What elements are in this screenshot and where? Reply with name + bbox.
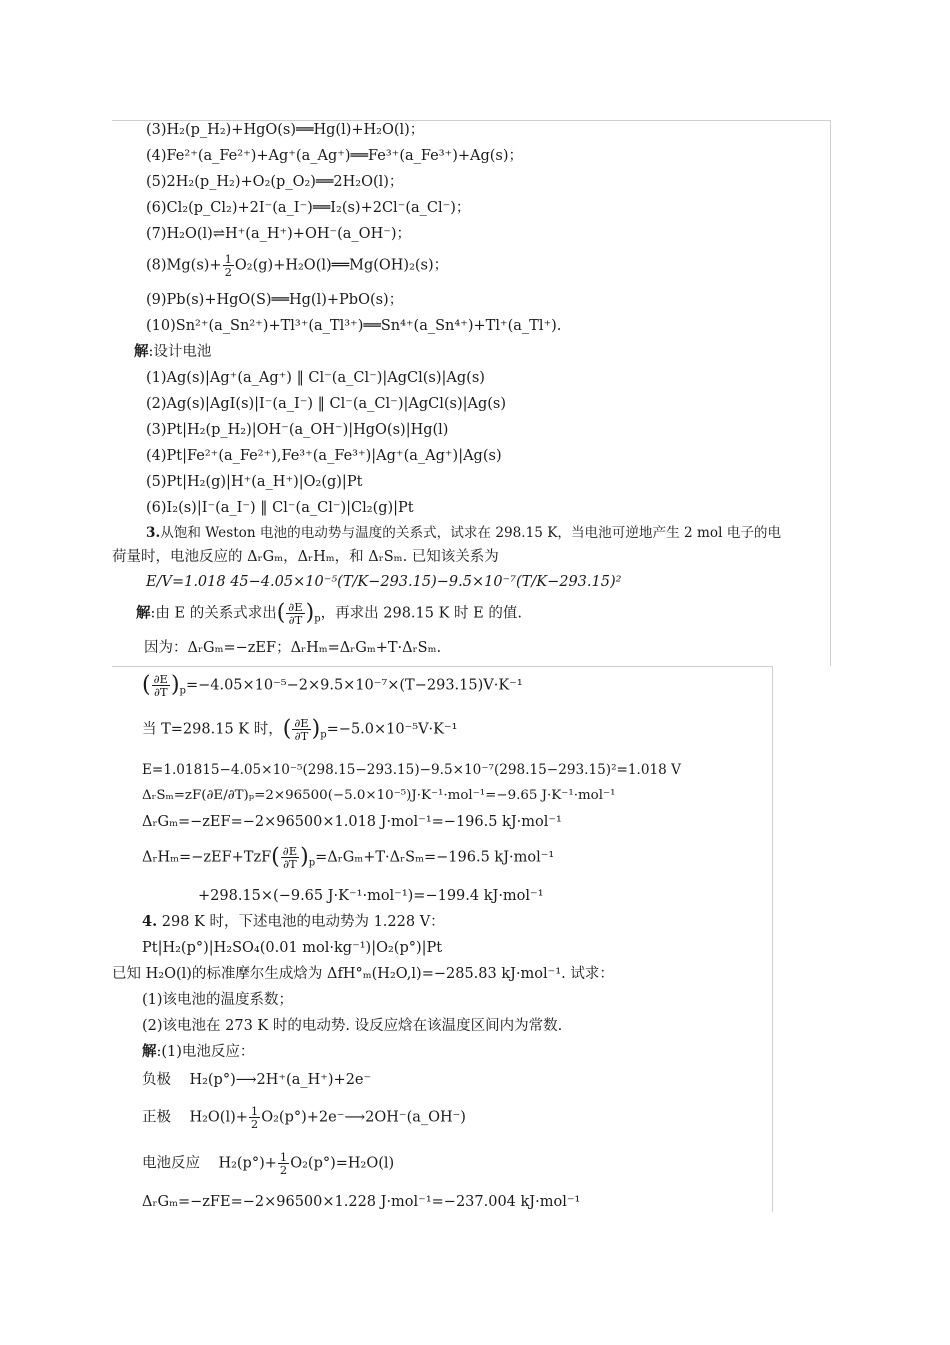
- derivative-at-298: [142, 717, 457, 744]
- reaction-8: [146, 253, 448, 278]
- positive-electrode-right: O₂(p°)+2e⁻⟶2OH⁻(a_OH⁻): [261, 1109, 466, 1126]
- derivative-numerator: ∂E: [288, 600, 303, 614]
- cell-4: (4)Pt|Fe²⁺(a_Fe²⁺),Fe³⁺(a_Fe³⁺)|Ag⁺(a_Ag⁺)|Ag(s): [146, 448, 502, 464]
- derivative-at-298-rhs: =−5.0×10⁻⁵V·K⁻¹: [326, 721, 458, 738]
- derivative-numerator: ∂E: [153, 672, 168, 686]
- question-4-text: 298 K 时，下述电池的电动势为 1.228 V：: [161, 914, 445, 930]
- reaction-8-right: O₂(g)+H₂O(l)══Mg(OH)₂(s)；: [234, 257, 449, 274]
- solution-heading: [134, 343, 211, 361]
- paren-close: ): [305, 600, 315, 626]
- derivative-numerator: ∂E: [294, 716, 309, 730]
- paren-open: (: [271, 844, 280, 870]
- negative-electrode-label: 负极: [142, 1072, 171, 1088]
- fraction-numerator: 1: [279, 1150, 288, 1164]
- solution-label: 解: [142, 1043, 157, 1060]
- cell-reaction-label: 电池反应: [142, 1155, 200, 1172]
- enthalpy-line: [142, 845, 554, 872]
- derivative-subscript: p: [320, 729, 327, 741]
- fraction-numerator: 1: [250, 1104, 259, 1118]
- cell-2: (2)Ag(s)|AgI(s)|I⁻(a_I⁻) ‖ Cl⁻(a_Cl⁻)|AgCl(s)|Ag(s): [146, 396, 506, 412]
- scan-block-1: [112, 120, 831, 666]
- question-4-number: 4.: [142, 913, 158, 930]
- derivative-denominator: ∂T: [294, 729, 309, 743]
- fraction-one-half: [223, 253, 234, 278]
- partial-derivative: [152, 673, 170, 698]
- entropy-line: ΔᵣSₘ=zF(∂E/∂T)ₚ=2×96500(−5.0×10⁻⁵)J·K⁻¹·mol⁻¹=−9.65 J·K⁻¹·mol⁻¹: [142, 788, 616, 803]
- derivative-numerator: ∂E: [282, 844, 298, 858]
- derivative-subscript: p: [179, 685, 186, 697]
- reaction-6: (6)Cl₂(p_Cl₂)+2I⁻(a_I⁻)══I₂(s)+2Cl⁻(a_Cl⁻)；: [146, 200, 471, 216]
- derivative-expression: [142, 673, 523, 700]
- question-3-line-1: [146, 524, 781, 542]
- paren-close: ): [300, 844, 309, 870]
- fraction-denominator: 2: [224, 265, 232, 279]
- reaction-7: (7)H₂O(l)⇌H⁺(a_H⁺)+OH⁻(a_OH⁻)；: [146, 226, 412, 242]
- fraction-denominator: 2: [279, 1163, 288, 1177]
- paren-open: (: [276, 600, 286, 626]
- paren-close: ): [170, 672, 180, 698]
- cell-5: (5)Pt|H₂(g)|H⁺(a_H⁺)|O₂(g)|Pt: [146, 474, 363, 490]
- derivative-subscript: p: [308, 857, 316, 869]
- enthalpy-continuation: +298.15×(−9.65 J·K⁻¹·mol⁻¹)=−199.4 kJ·mol⁻¹: [198, 888, 544, 904]
- solution-text: :(1)电池反应：: [156, 1044, 255, 1060]
- because-line: 因为：ΔᵣGₘ=−zEF；ΔᵣHₘ=ΔᵣGₘ+T·ΔᵣSₘ.: [144, 640, 442, 656]
- derivative-subscript: p: [314, 613, 321, 625]
- scan-block-2: [112, 666, 773, 1212]
- derivative-denominator: ∂T: [153, 685, 168, 699]
- solution-label: 解: [136, 604, 151, 622]
- question-4-part-2: (2)该电池在 273 K 时的电动势. 设反应焓在该温度区间内为常数.: [142, 1018, 563, 1034]
- cell-reaction: [142, 1151, 394, 1176]
- enthalpy-lhs: ΔᵣHₘ=−zEF+TzF: [142, 849, 272, 866]
- question-4-part-1: (1)该电池的温度系数；: [142, 992, 294, 1008]
- solution-label: 解: [134, 343, 149, 360]
- solution-text-b: ，再求出 298.15 K 时 E 的值.: [320, 605, 522, 622]
- reaction-8-left: (8)Mg(s)+: [146, 257, 222, 274]
- positive-electrode-left: H₂O(l)+: [189, 1109, 248, 1126]
- cell-reaction-spacer: [205, 1156, 214, 1172]
- paren-close: ): [311, 716, 321, 742]
- cell-6: (6)I₂(s)|I⁻(a_I⁻) ‖ Cl⁻(a_Cl⁻)|Cl₂(g)|Pt: [146, 500, 414, 516]
- final-gibbs-line: ΔᵣGₘ=−zFE=−2×96500×1.228 J·mol⁻¹=−237.004 kJ·mol⁻¹: [142, 1194, 581, 1210]
- paren-open: (: [142, 672, 151, 698]
- question-4-solution: [142, 1043, 254, 1061]
- reaction-9: (9)Pb(s)+HgO(S)══Hg(l)+PbO(s)；: [146, 292, 404, 308]
- e-value-line: E=1.01815−4.05×10⁻⁵(298.15−293.15)−9.5×10⁻⁷(298.15−293.15)²=1.018 V: [142, 762, 681, 778]
- positive-electrode-spacer: [176, 1110, 185, 1126]
- cell-3: (3)Pt|H₂(p_H₂)|OH⁻(a_OH⁻)|HgO(s)|Hg(l): [146, 422, 449, 438]
- question-3-text: 从饱和 Weston 电池的电动势与温度的关系式，试求在 298.15 K，当电池可逆地产生 2 mol 电子的电: [160, 525, 782, 541]
- enthalpy-rhs: =ΔᵣGₘ+T·ΔᵣSₘ=−196.5 kJ·mol⁻¹: [315, 849, 555, 866]
- solution-text: :设计电池: [148, 344, 212, 360]
- fraction-denominator: 2: [250, 1117, 259, 1131]
- reaction-5: (5)2H₂(p_H₂)+O₂(p_O₂)══2H₂O(l)；: [146, 174, 404, 190]
- question-3-number: 3.: [146, 525, 161, 541]
- reaction-3: (3)H₂(p_H₂)+HgO(s)══Hg(l)+H₂O(l)；: [146, 122, 425, 138]
- question-4-line-1: [142, 913, 445, 931]
- negative-electrode-equation: H₂(p°)⟶2H⁺(a_H⁺)+2e⁻: [189, 1072, 372, 1088]
- question-4-known: 已知 H₂O(l)的标准摩尔生成焓为 ΔfH°ₘ(H₂O,l)=−285.83 kJ·mol⁻¹. 试求：: [112, 966, 614, 982]
- negative-electrode: [142, 1071, 371, 1089]
- weston-formula: E/V=1.018 45−4.05×10⁻⁵(T/K−293.15)−9.5×10⁻⁷(T/K−293.15)²: [146, 574, 622, 590]
- fraction-numerator: 1: [224, 252, 232, 266]
- reaction-4: (4)Fe²⁺(a_Fe²⁺)+Ag⁺(a_Ag⁺)══Fe³⁺(a_Fe³⁺)+Ag(s)；: [146, 148, 524, 164]
- cell-1: (1)Ag(s)|Ag⁺(a_Ag⁺) ‖ Cl⁻(a_Cl⁻)|AgCl(s)|Ag(s): [146, 370, 485, 386]
- gibbs-line: ΔᵣGₘ=−zEF=−2×96500×1.018 J·mol⁻¹=−196.5 kJ·mol⁻¹: [142, 814, 562, 830]
- fraction-one-half: [278, 1151, 289, 1176]
- derivative-denominator: ∂T: [283, 857, 297, 871]
- fraction-one-half: [249, 1105, 260, 1130]
- cell-reaction-right: O₂(p°)=H₂O(l): [290, 1155, 395, 1172]
- derivative-at-298-lhs: 当 T=298.15 K 时，: [142, 721, 283, 738]
- solution-text-a: :由 E 的关系式求出: [150, 605, 277, 622]
- partial-derivative: [286, 601, 304, 626]
- derivative-denominator: ∂T: [288, 613, 303, 627]
- partial-derivative: [292, 717, 310, 742]
- derivative-rhs: =−4.05×10⁻⁵−2×9.5×10⁻⁷×(T−293.15)V·K⁻¹: [185, 677, 523, 694]
- question-3-line-2: 荷量时，电池反应的 ΔᵣGₘ，ΔᵣHₘ，和 ΔᵣSₘ. 已知该关系为: [112, 549, 499, 565]
- partial-derivative: [281, 845, 299, 870]
- positive-electrode-label: 正极: [142, 1109, 171, 1126]
- question-3-solution: [136, 601, 522, 628]
- negative-electrode-spacer: [176, 1072, 185, 1088]
- reaction-10: (10)Sn²⁺(a_Sn²⁺)+Tl³⁺(a_Tl³⁺)══Sn⁴⁺(a_Sn⁴⁺)+Tl⁺(a_Tl⁺).: [146, 318, 562, 334]
- cell-reaction-left: H₂(p°)+: [218, 1155, 277, 1172]
- paren-open: (: [282, 716, 292, 742]
- question-4-cell: Pt|H₂(p°)|H₂SO₄(0.01 mol·kg⁻¹)|O₂(p°)|Pt: [142, 940, 443, 956]
- positive-electrode: [142, 1105, 466, 1130]
